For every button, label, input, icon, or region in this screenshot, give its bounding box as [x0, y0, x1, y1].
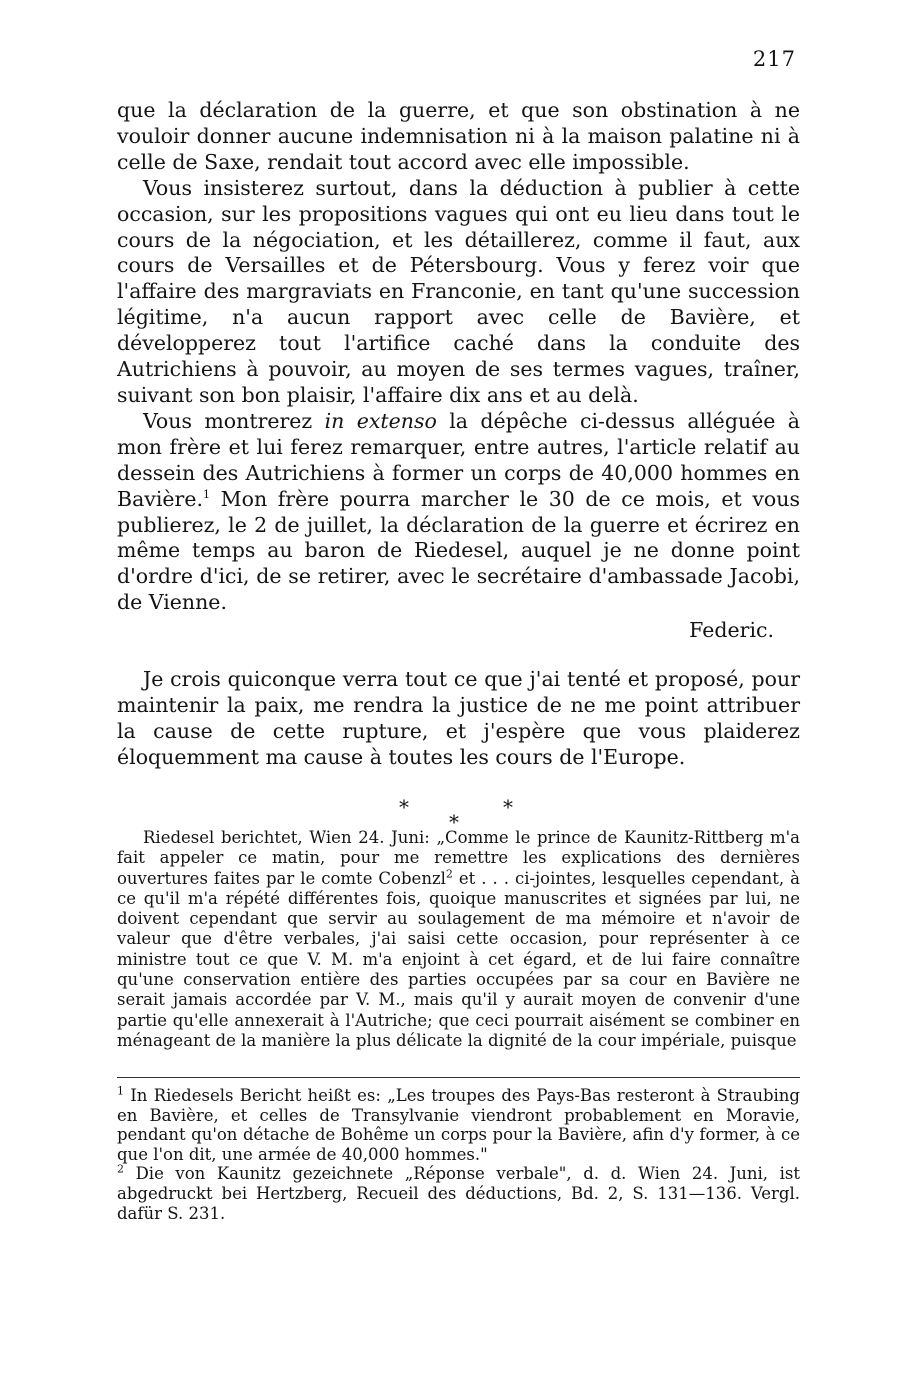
- footnote-reference-2: 2: [445, 867, 453, 881]
- paragraph-continuation: que la déclaration de la guerre, et que son obstination à ne vouloir donner aucune indemnisation ni à la maison palatine ni à celle de Saxe, rendait tout accord avec elle impossible.: [117, 98, 800, 174]
- signature: Federic.: [689, 618, 774, 643]
- footnotes: [117, 1086, 800, 1223]
- paragraph-instructions-mid: la dépêche ci-dessus alléguée à mon frère et lui ferez remarquer, entre autres, l'article relatif au dessein des Autrichiens à former un corps de 40,000 hommes en Bavière.: [117, 408, 800, 511]
- asterism-star: *: [449, 809, 459, 834]
- asterism: [117, 794, 800, 834]
- paragraph-deduction: Vous insisterez surtout, dans la déduction à publier à cette occasion, sur les propositions vagues qui ont eu lieu dans tout le cours de la négociation, et les détaillerez, comme il faut, aux cours de Versailles et de Pétersbourg. Vous y ferez voir que l'affaire des margraviats en Franconie, en tant qu'une succession légitime, n'a aucun rapport avec celle de Bavière, et développerez tout l'artifice caché dans la conduite des Autrichiens à pouvoir, au moyen de ses termes vagues, traîner, suivant son bon plaisir, l'affaire dix ans et au delà.: [117, 175, 800, 407]
- paragraph-instructions-start: Vous montrerez: [143, 408, 313, 433]
- letter-body: [117, 98, 800, 834]
- page-number: 217: [752, 47, 796, 71]
- footnote-1: [117, 1086, 800, 1164]
- paragraph-instructions: [117, 409, 800, 616]
- footnote-2: [117, 1164, 800, 1223]
- paragraph-instructions-end: Mon frère pourra marcher le 30 de ce mois, et vous publierez, le 2 de juillet, la déclaration de la guerre et écrirez en même temps au baron de Riedesel, auquel je ne donne point d'ordre d'ici, de se retirer, avec le secrétaire d'ambassade Jacobi, de Vienne.: [117, 486, 800, 615]
- editorial-note-part2: et . . . ci-jointes, lesquelles cependant, à ce qu'il m'a répété différentes fois, quoique manuscrites et signées par lui, ne doivent cependant que servir au soulagement de ma mémoire et n'avoir de valeur que d'être verbales, j'ai saisi cette occasion, pour représenter à ce ministre tout ce que V. M. m'a enjoint à cet égard, et de lui faire connaître qu'une conservation entière des parties occupées par sa cour en Bavière ne serait jamais accordée par V. M., mais qu'il y aurait moyen de convenir d'une partie qu'elle annexerait à l'Autriche; que ceci pourrait aisément se combiner en ménageant de la manière la plus délicate la dignité de la cour impériale, puisque: [117, 868, 800, 1050]
- asterism-star: *: [503, 794, 513, 819]
- footnote-text: Die von Kaunitz gezeichnete „Réponse verbale", d. d. Wien 24. Juni, ist abgedruckt bei Hertzberg, Recueil des déductions, Bd. 2, S. 131—136. Vergl. dafür S. 231.: [117, 1164, 800, 1223]
- asterism-star: *: [399, 794, 409, 819]
- footnote-text: In Riedesels Bericht heißt es: „Les troupes des Pays-Bas resteront à Straubing en Bavière, et celles de Transylvanie viendront probablement en Moravie, pendant qu'on détache de Bohême un corps pour la Bavière, afin d'y former, à ce que l'on dit, une armée de 40,000 hommes.": [117, 1086, 800, 1164]
- footnote-mark: 1: [117, 1084, 124, 1098]
- editorial-note: [117, 828, 800, 1051]
- editorial-note-part1: Riedesel berichtet, Wien 24. Juni: „Comme le prince de Kaunitz-Rittberg m'a fait appeler ce matin, pour me remettre les explications des dernières ouvertures faites par le comte Cobenzl: [117, 828, 800, 888]
- italic-phrase: in extenso: [324, 408, 437, 433]
- footnote-reference-1: 1: [203, 487, 211, 501]
- postscript: Je crois quiconque verra tout ce que j'ai tenté et proposé, pour maintenir la paix, me rendra la justice de ne me point attribuer la cause de cette rupture, et j'espère que vous plaiderez éloquemment ma cause à toutes les cours de l'Europe.: [117, 667, 800, 769]
- footnote-mark: 2: [117, 1162, 124, 1176]
- footnote-divider: [117, 1077, 800, 1078]
